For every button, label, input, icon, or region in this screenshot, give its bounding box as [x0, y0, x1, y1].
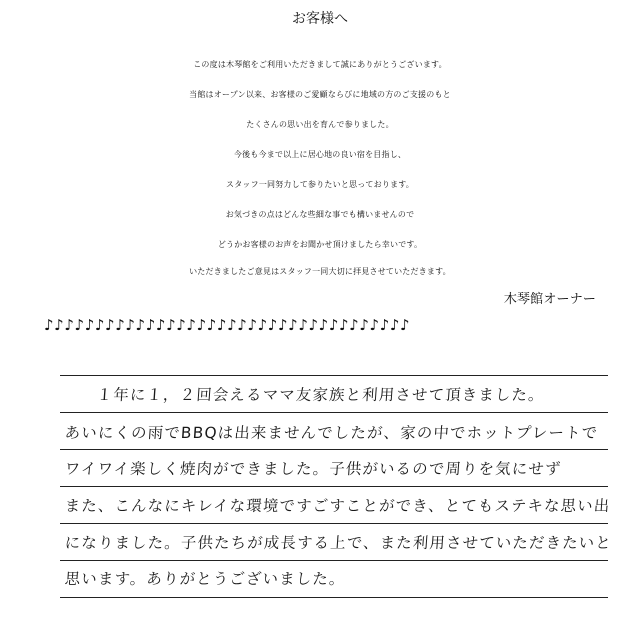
- ruled-line: [60, 597, 608, 598]
- music-notes-divider: ♪♪♪♪♪♪♪♪♪♪♪♪♪♪♪♪♪♪♪♪♪♪♪♪♪♪♪♪♪♪♪♪♪♪♪♪: [44, 316, 411, 334]
- letter-line-1: この度は木琴館をご利用いただきまして誠にありがとうございます。: [193, 60, 447, 69]
- comment-line-3: ワイワイ楽しく焼肉ができました。子供がいるので周りを気にせず: [64, 460, 563, 478]
- letter-line-7: どうかお客様のお声をお聞かせ頂けましたら幸いです。: [217, 240, 423, 249]
- comment-line-1: １年に１，２回会えるママ友家族と利用させて頂きました。: [96, 386, 546, 404]
- ruled-line: [60, 412, 608, 413]
- letter-line-4: 今後も今まで以上に居心地の良い宿を目指し、: [233, 150, 407, 159]
- comment-line-6: 思います。ありがとうございました。: [64, 570, 347, 588]
- ruled-line: [60, 375, 608, 376]
- letter-line-8: いただきましたご意見はスタッフ一同大切に拝見させていただきます。: [189, 267, 451, 276]
- letter-line-6: お気づきの点はどんな些細な事でも構いませんので: [225, 210, 415, 219]
- letter-line-2: 当館はオープン以来、お客様のご愛顧ならびに地域の方のご支援のもと: [189, 90, 451, 99]
- comment-line-2: あいにくの雨でBBQは出来ませんでしたが、家の中でホットプレートで: [64, 424, 599, 442]
- comment-line-5: になりました。子供たちが成長する上で、また利用させていただきたいと: [64, 534, 613, 552]
- letter-heading: お客様へ: [292, 11, 348, 27]
- ruled-line: [60, 523, 608, 524]
- ruled-line: [60, 449, 608, 450]
- ruled-line: [60, 560, 608, 561]
- ruled-line: [60, 486, 608, 487]
- letter-signature: 木琴館オーナー: [503, 292, 596, 307]
- letter-line-5: スタッフ一同努力して参りたいと思っております。: [226, 180, 414, 189]
- letter-line-3: たくさんの思い出を育んで参りました。: [246, 120, 394, 129]
- comment-line-4: また、こんなにキレイな環境ですごすことができ、とてもステキな思い出: [64, 497, 612, 515]
